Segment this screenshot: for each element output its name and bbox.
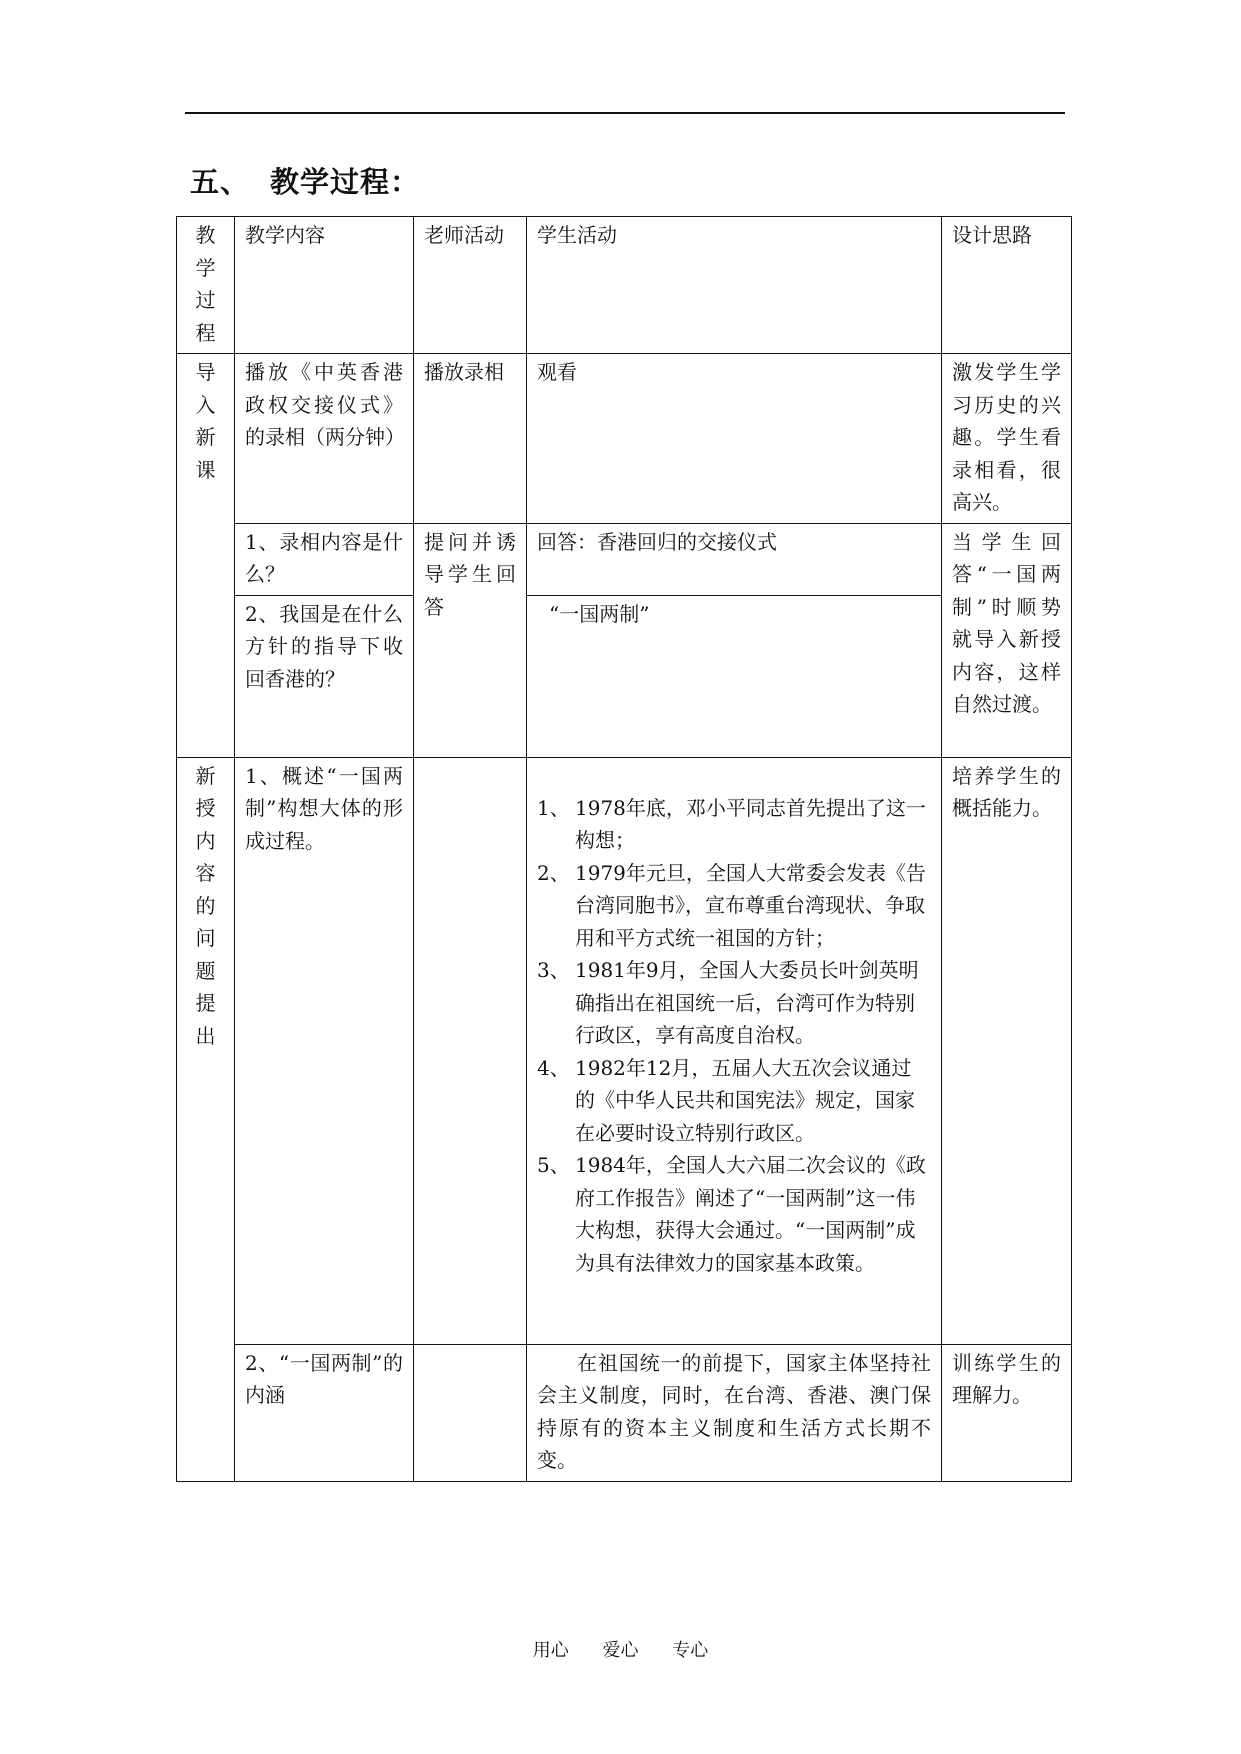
- lesson-plan-table: [176, 216, 1072, 1482]
- intro-row-3: [177, 595, 1072, 757]
- formation-step: 5、 1984年，全国人大六届二次会议的《政府工作报告》阐述了“一国两制”这一伟大构想，获得大会通过。“一国两制”成为具有法律效力的国家基本政策。: [537, 1153, 926, 1275]
- new-row-1: [177, 757, 1072, 1344]
- intro-stage: 导 入 新 课: [177, 354, 235, 758]
- new-design-1: 培养学生的概括能力。: [942, 757, 1072, 1344]
- new-content-1: 1、概述“一国两制”构想大体的形成过程。: [235, 757, 414, 1344]
- header-student: 学生活动: [527, 217, 942, 354]
- new-design-2: 训练学生的理解力。: [942, 1344, 1072, 1481]
- new-content-2: 2、“一国两制”的内涵: [235, 1344, 414, 1481]
- intro-student-2: 回答：香港回归的交接仪式: [527, 523, 942, 595]
- formation-step: 2、 1979年元旦，全国人大常委会发表《告台湾同胞书》，宣布尊重台湾现状、争取用和平方式统一祖国的方针；: [537, 860, 926, 950]
- intro-student-3: “一国两制”: [527, 595, 942, 757]
- intro-student-1: 观看: [527, 354, 942, 524]
- header-rule: [185, 112, 1065, 114]
- header-stage: 教 学 过 程: [177, 217, 235, 354]
- intro-design-2: 当学生回答“一国两制”时顺势就导入新授内容，这样自然过渡。: [942, 523, 1072, 757]
- intro-content-3: 2、我国是在什么方针的指导下收回香港的？: [235, 595, 414, 757]
- intro-content-1: 播放《中英香港政权交接仪式》的录相（两分钟）: [235, 354, 414, 524]
- new-stage: 新 授 内 容 的 问 题 提 出: [177, 757, 235, 1481]
- formation-step: 1、 1978年底，邓小平同志首先提出了这一构想；: [537, 795, 926, 852]
- intro-row-2: [177, 523, 1072, 595]
- section-title-text: 教学过程：: [270, 165, 421, 199]
- new-student-1: [527, 757, 942, 1344]
- intro-row-1: [177, 354, 1072, 524]
- new-row-2: [177, 1344, 1072, 1481]
- header-teacher: 老师活动: [414, 217, 527, 354]
- section-number: 五、: [190, 165, 251, 199]
- header-design: 设计思路: [942, 217, 1072, 354]
- new-student-2: 在祖国统一的前提下，国家主体坚持社会主义制度，同时，在台湾、香港、澳门保持原有的资本主义制度和生活方式长期不变。: [527, 1344, 942, 1481]
- intro-design-1: 激发学生学习历史的兴趣。学生看录相看，很高兴。: [942, 354, 1072, 524]
- footer-word: 专心: [672, 1640, 709, 1661]
- formation-step: 4、 1982年12月，五届人大五次会议通过的《中华人民共和国宪法》规定，国家在必要时设立特别行政区。: [537, 1055, 915, 1145]
- section-title: [190, 160, 420, 201]
- footer-word: 用心: [532, 1640, 569, 1661]
- new-teacher-2: [414, 1344, 527, 1481]
- formation-step: 3、 1981年9月，全国人大委员长叶剑英明确指出在祖国统一后，台湾可作为特别行政区，享有高度自治权。: [537, 958, 919, 1047]
- header-row: [177, 217, 1072, 354]
- page-footer: [0, 1636, 1241, 1662]
- intro-teacher-2: 提问并诱导学生回答: [414, 523, 527, 757]
- header-content: 教学内容: [235, 217, 414, 354]
- new-teacher-1: [414, 757, 527, 1344]
- intro-content-2: 1、录相内容是什么？: [235, 523, 414, 595]
- intro-teacher-1: 播放录相: [414, 354, 527, 524]
- footer-word: 爱心: [602, 1640, 639, 1661]
- formation-steps-list: [537, 792, 931, 1280]
